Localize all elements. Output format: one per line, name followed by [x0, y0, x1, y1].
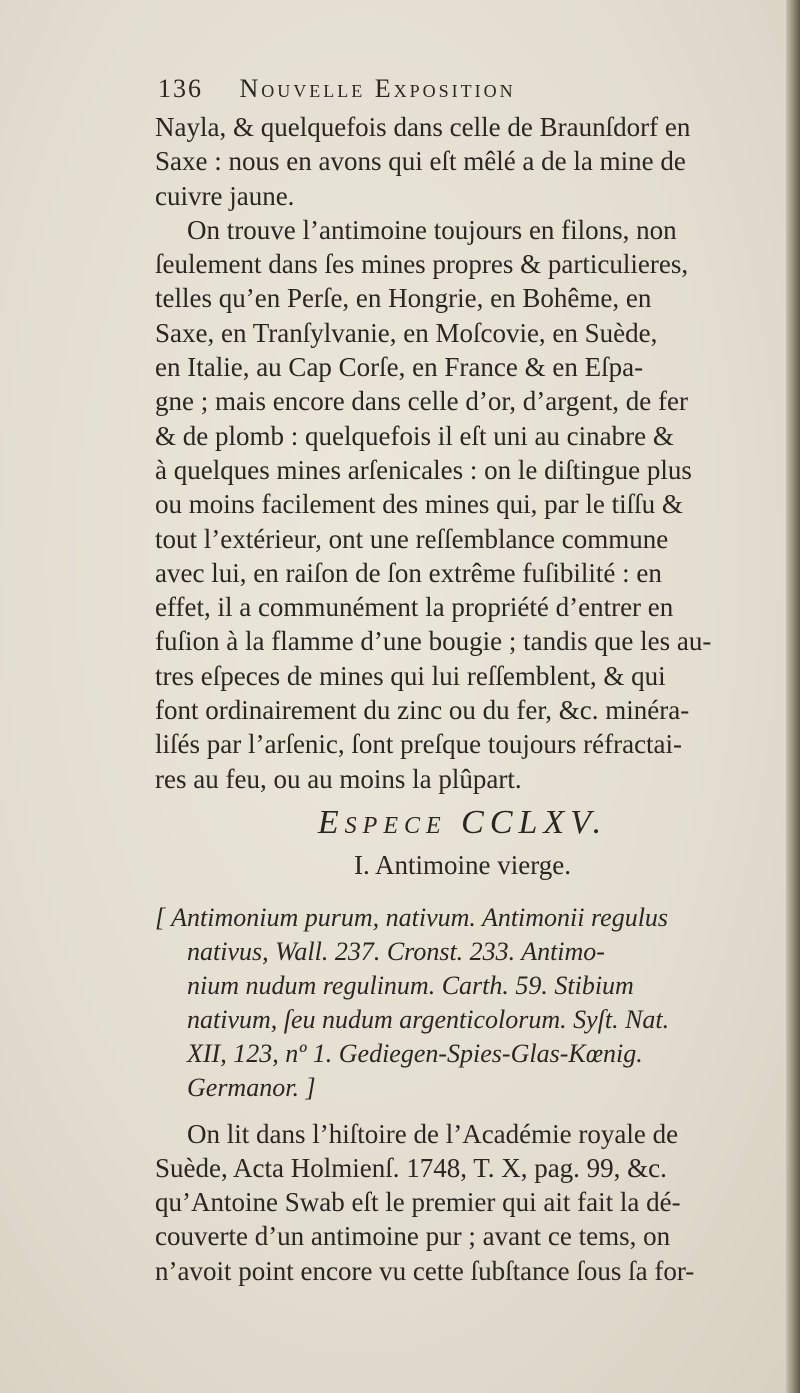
text-line: ou moins facilement des mines qui, par le tiſſu & — [155, 489, 683, 520]
text-line: effet, il a communément la propriété d’entrer en — [155, 592, 674, 623]
text-line: liſés par l’arſenic, ſont preſque toujours réfractai- — [155, 729, 683, 760]
section-subheading: I. Antimoine vierge. — [354, 850, 571, 881]
text-line: en Italie, au Cap Corſe, en France & en Eſpa- — [155, 352, 644, 383]
synonyms-block — [155, 901, 770, 1105]
synonym-line: XII, 123, nº 1. Gediegen-Spies-Glas-Kœnig. — [187, 1038, 643, 1068]
text-line: couverte d’un antimoine pur ; avant ce tems, on — [155, 1221, 671, 1252]
text-line: Nayla, & quelquefois dans celle de Braunſdorf en — [155, 112, 691, 142]
synonym-line: Germanor. ] — [187, 1072, 316, 1102]
text-line: qu’Antoine Swab eſt le premier qui ait fait la dé- — [155, 1187, 681, 1218]
text-line: avec lui, en raiſon de ſon extrême fuſibilité : en — [155, 557, 662, 588]
page-edge — [786, 0, 800, 1393]
text-line: tout l’extérieur, ont une reſſemblance commune — [155, 523, 669, 554]
text-line: & de plomb : quelquefois il eſt uni au cinabre & — [155, 420, 674, 451]
synonym-line: nativum, ſeu nudum argenticolorum. Syſt. Nat. — [187, 1004, 670, 1034]
running-header — [158, 74, 758, 104]
synonym-line: nativus, Wall. 237. Cronst. 233. Antimo- — [187, 936, 605, 966]
text-line: fuſion à la flamme d’une bougie ; tandis que les au- — [155, 626, 712, 657]
text-line: n’avoit point encore vu cette ſubſtance ſous ſa for- — [155, 1255, 695, 1286]
text-line: Saxe : nous en avons qui eſt mêlé a de la mine de — [155, 146, 686, 177]
species-heading: Espece CCLXV. — [317, 803, 608, 841]
text-line: gne ; mais encore dans celle d’or, d’argent, de fer — [155, 386, 688, 417]
text-line: res au feu, ou au moins la plûpart. — [155, 763, 522, 794]
text-line: font ordinairement du zinc ou du fer, &c. minéra- — [155, 695, 690, 726]
text-line: tres eſpeces de mines qui lui reſſemblent, & qui — [155, 660, 666, 691]
text-line: Suède, Acta Holmienſ. 1748, T. X, pag. 99, &c. — [155, 1152, 667, 1183]
text-line: On lit dans l’hiſtoire de l’Académie royale de — [187, 1118, 679, 1149]
text-line: à quelques mines arſenicales : on le diſtingue plus — [155, 454, 692, 485]
paragraph-2 — [155, 213, 770, 796]
page-number: 136 — [158, 74, 203, 103]
paragraph-1 — [155, 110, 770, 213]
synonym-line: [ Antimonium purum, nativum. Antimonii regulus — [155, 902, 669, 932]
text-line: Saxe, en Tranſylvanie, en Moſcovie, en Suède, — [155, 317, 658, 348]
text-line: ſeulement dans ſes mines propres & particulieres, — [155, 249, 689, 280]
text-body — [155, 110, 770, 1288]
text-line: cuivre jaune. — [155, 180, 295, 211]
text-line: telles qu’en Perſe, en Hongrie, en Bohême, en — [155, 283, 652, 314]
paragraph-3 — [155, 1117, 770, 1288]
synonym-line: nium nudum regulinum. Carth. 59. Stibium — [187, 970, 634, 1000]
running-title: Nouvelle Exposition — [239, 74, 516, 103]
text-line: On trouve l’antimoine toujours en filons, non — [187, 214, 677, 245]
